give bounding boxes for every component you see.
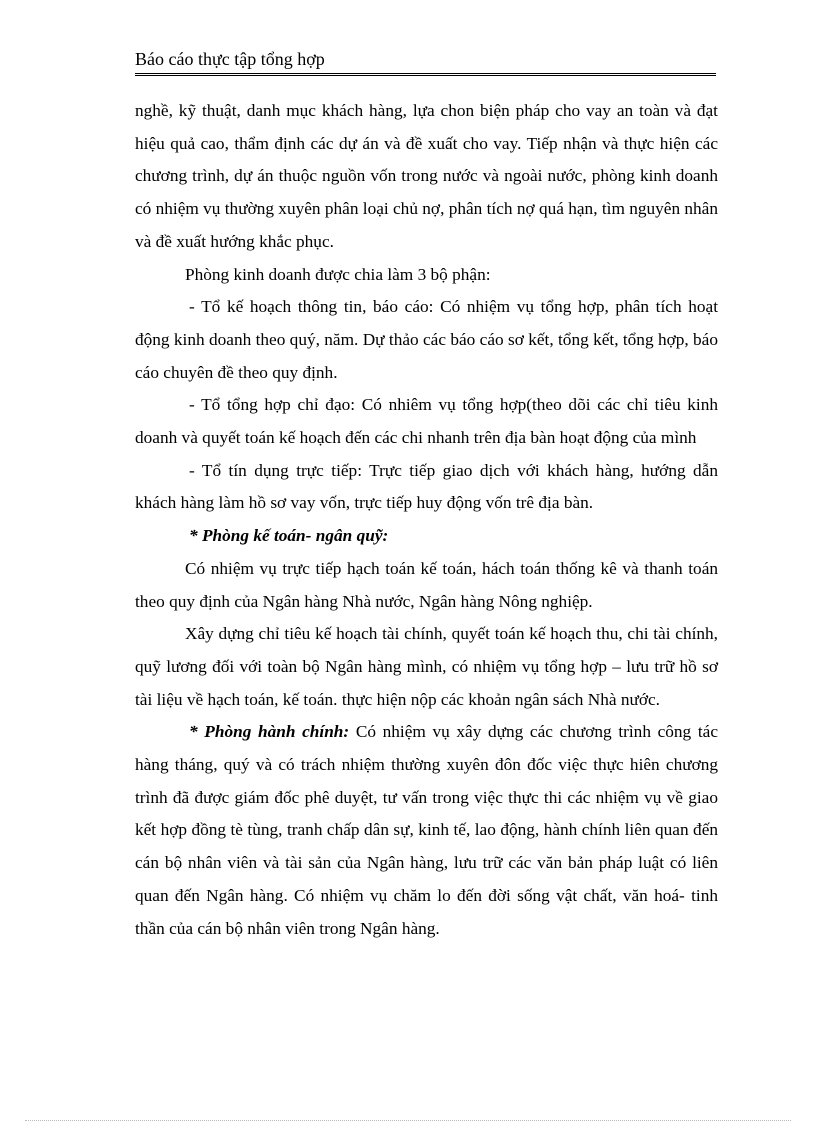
page-header — [135, 49, 716, 76]
administration-text: Có nhiệm vụ xây dựng các chương trình công tác hàng tháng, quý và có trách nhiệm thường xuyên đôn đốc việc thực hiên chương trình đã được giám đốc phê duyệt, tư vấn trong việc thực thi các nhiệm vụ về giao kết hợp đồng tè tùng, tranh chấp dân sự, kinh tế, lao động, hành chính liên quan đến cán bộ nhân viên và tài sản của Ngân hàng, lưu trữ các văn bản pháp luật có liên quan đến Ngân hàng. Có nhiệm vụ chăm lo đến đời sống vật chất, văn hoá- tinh thần của cán bộ nhân viên trong Ngân hàng. — [135, 722, 718, 938]
paragraph-accounting-duties: Có nhiệm vụ trực tiếp hạch toán kế toán, hách toán thống kê và thanh toán theo quy định của Ngân hàng Nhà nước, Ngân hàng Nông nghiệp. — [135, 558, 718, 611]
document-body — [135, 95, 718, 945]
paragraph-credit-team: - Tổ tín dụng trực tiếp: Trực tiếp giao dịch với khách hàng, hướng dẫn khách hàng làm hồ sơ vay vốn, trực tiếp huy động vốn trê địa bàn. — [135, 460, 718, 513]
paragraph-departments-intro: Phòng kinh doanh được chia làm 3 bộ phận: — [185, 264, 491, 284]
paragraph-planning-team: - Tổ kế hoạch thông tin, báo cáo: Có nhiệm vụ tổng hợp, phân tích hoạt động kinh doanh theo quý, năm. Dự thảo các báo cáo sơ kết, tổng kết, tổng hợp, báo cáo chuyên đề theo quy định. — [135, 297, 718, 382]
paragraph-general-team: - Tổ tổng hợp chỉ đạo: Có nhiêm vụ tổng hợp(theo dõi các chỉ tiêu kinh doanh và quyết toán kế hoạch đến các chi nhanh trên địa bàn hoạt động của mình — [135, 395, 718, 448]
paragraph-intro-continuation: nghề, kỹ thuật, danh mục khách hàng, lựa chon biện pháp cho vay an toàn và đạt hiệu quả cao, thẩm định các dự án và đề xuất cho vay. Tiếp nhận và thực hiện các chương trình, dự án thuộc nguồn vốn trong nước và ngoài nước, phòng kinh doanh có nhiệm vụ thường xuyên phân loại chủ nợ, phân tích nợ quá hạn, tìm nguyên nhân và đề xuất hướng khắc phục. — [135, 101, 718, 251]
section-heading-accounting: * Phòng kế toán- ngân quỹ: — [189, 526, 389, 546]
paragraph-administration — [135, 716, 718, 945]
header-title: Báo cáo thực tập tổng hợp — [135, 49, 325, 69]
section-heading-administration: * Phòng hành chính: — [189, 722, 350, 742]
paragraph-accounting-planning: Xây dựng chỉ tiêu kế hoạch tài chính, quyết toán kế hoạch thu, chi tài chính, quỹ lương đối với toàn bộ Ngân hàng mình, có nhiệm vụ tổng hợp – lưu trữ hồ sơ tài liệu về hạch toán, kế toán. thực hiện nộp các khoản ngân sách Nhà nước. — [135, 624, 718, 709]
page-bottom-divider — [25, 1120, 791, 1121]
